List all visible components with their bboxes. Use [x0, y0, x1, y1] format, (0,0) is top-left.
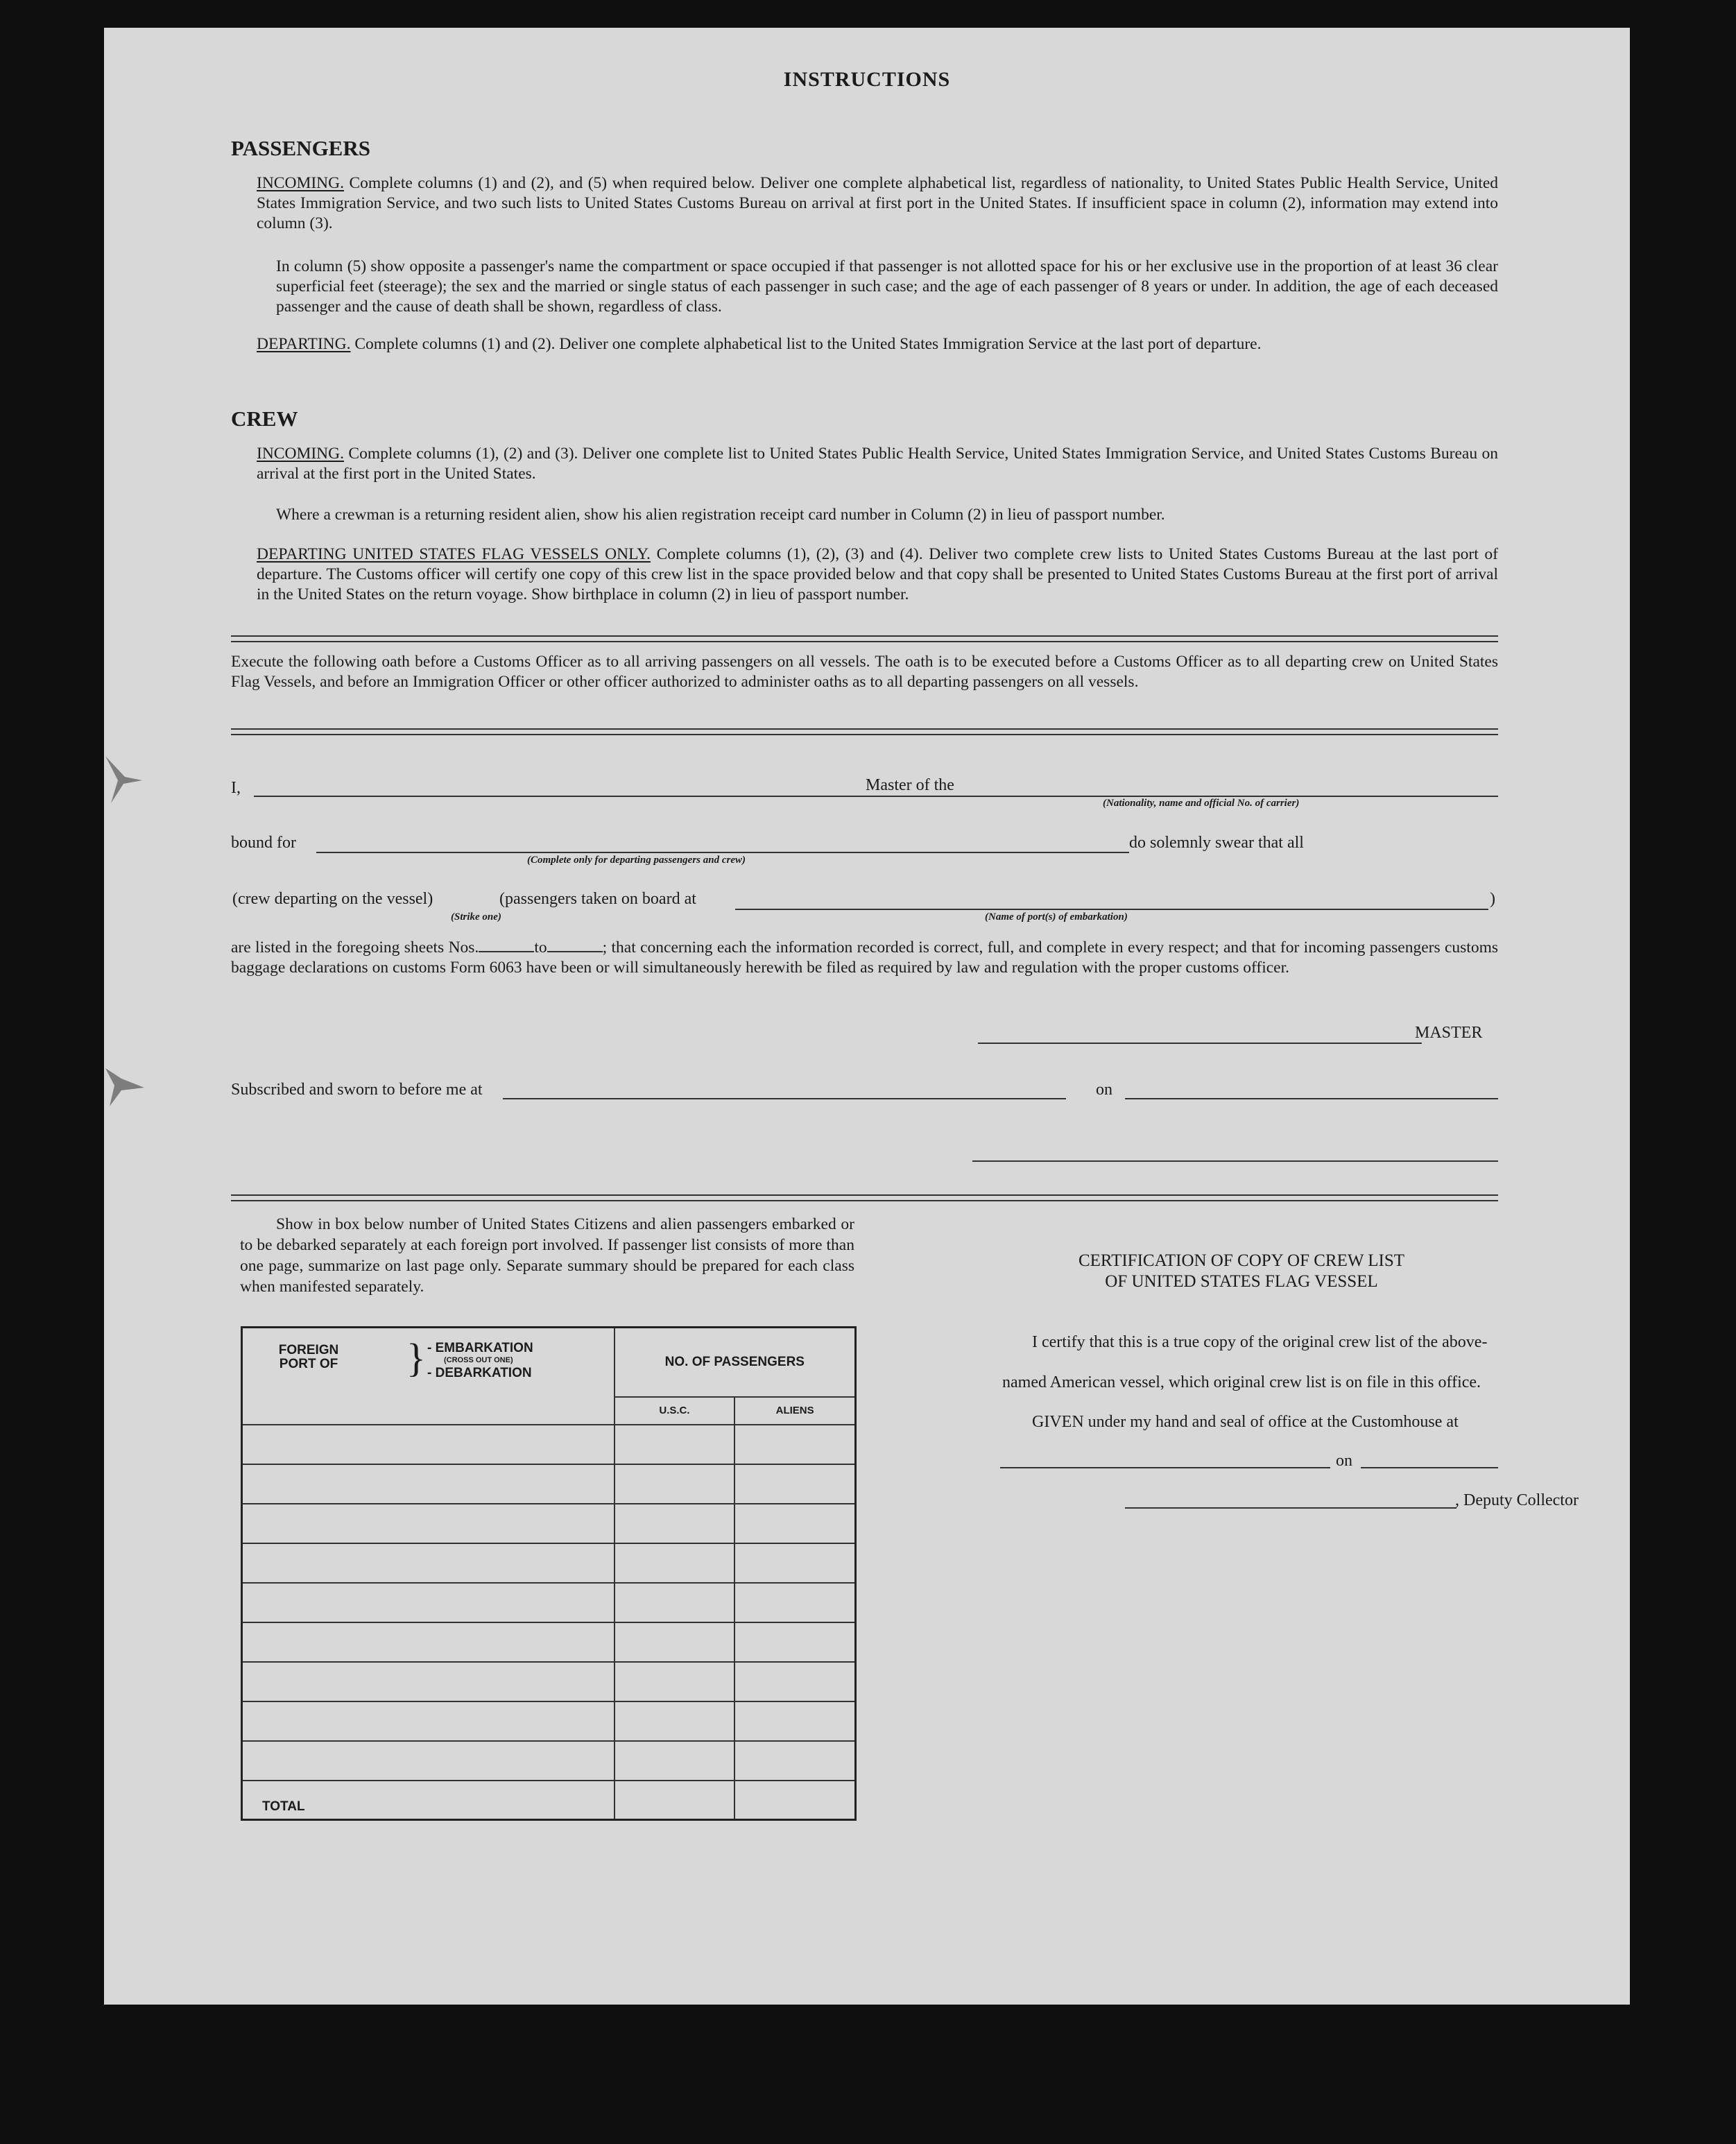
- bound-for-label: bound for: [231, 834, 296, 852]
- crew-incoming-label: INCOMING.: [257, 445, 344, 463]
- port-cell[interactable]: [242, 1504, 615, 1543]
- cross-out-label: (CROSS OUT ONE): [444, 1356, 513, 1364]
- certification-title-line1: CERTIFICATION OF COPY OF CREW LIST: [1078, 1251, 1405, 1270]
- passengers-departing-text: Complete columns (1) and (2). Deliver one complete alphabetical list to the United States Immigration Service at the last port of departure.: [354, 335, 1262, 353]
- master-of-the-label: Master of the: [866, 776, 954, 794]
- port-cell[interactable]: [242, 1543, 615, 1583]
- passengers-heading: PASSENGERS: [231, 136, 370, 160]
- embarkation-label[interactable]: - EMBARKATION: [427, 1341, 533, 1355]
- aliens-total-cell[interactable]: [734, 1781, 855, 1820]
- sheet-from-field[interactable]: [479, 951, 534, 952]
- table-row: [242, 1464, 856, 1504]
- usc-cell[interactable]: [615, 1662, 735, 1701]
- aliens-cell[interactable]: [734, 1504, 855, 1543]
- ports-field[interactable]: [735, 909, 1488, 910]
- certify-line2: named American vessel, which original crew list is on file in this office.: [1002, 1373, 1481, 1391]
- section-divider: [231, 635, 1498, 642]
- instructions-title: INSTRUCTIONS: [783, 68, 951, 91]
- aliens-cell[interactable]: [734, 1622, 855, 1662]
- port-cell[interactable]: [242, 1662, 615, 1701]
- crew-incoming-text: Complete columns (1), (2) and (3). Deliver one complete list to United States Public Health Service, United States Immigration Service, and United States Customs Bureau on arrival at the first port in the United States.: [257, 445, 1498, 483]
- foreign-port-of-label: FOREIGN PORT OF: [278, 1343, 339, 1371]
- usc-header: U.S.C.: [615, 1397, 735, 1425]
- port-cell[interactable]: [242, 1741, 615, 1781]
- deputy-signature-field[interactable]: [1125, 1507, 1456, 1509]
- usc-cell[interactable]: [615, 1464, 735, 1504]
- carrier-field[interactable]: [975, 796, 1498, 797]
- sheet-to-field[interactable]: [547, 951, 603, 952]
- ports-caption: (Name of port(s) of embarkation): [985, 911, 1128, 923]
- total-label: TOTAL: [242, 1781, 615, 1820]
- table-row: [242, 1741, 856, 1781]
- master-label: MASTER: [1415, 1024, 1483, 1042]
- oath-listed-paragraph: [231, 938, 1498, 978]
- usc-cell[interactable]: [615, 1425, 735, 1464]
- passengers-departing-label: DEPARTING.: [257, 335, 351, 353]
- aliens-cell[interactable]: [734, 1662, 855, 1701]
- port-cell[interactable]: [242, 1464, 615, 1504]
- certify-line1: I certify that this is a true copy of the original crew list of the above-: [1032, 1333, 1488, 1351]
- aliens-cell[interactable]: [734, 1583, 855, 1622]
- aliens-cell[interactable]: [734, 1464, 855, 1504]
- form-page: [104, 28, 1630, 2005]
- port-cell[interactable]: [242, 1583, 615, 1622]
- brace-icon: }: [406, 1335, 426, 1380]
- summary-intro: Show in box below number of United States Citizens and alien passengers embarked or to be debarked separately at each foreign port involved. If passenger list consists of more than one page, summarize on last page only. Separate summary should be prepared for each class when manifested separately.: [240, 1215, 854, 1296]
- bound-for-caption: (Complete only for departing passengers and crew): [527, 855, 746, 866]
- crew-departing-label: DEPARTING UNITED STATES FLAG VESSELS ONLY.: [257, 545, 651, 563]
- ink-smudge-icon: [104, 1054, 146, 1110]
- sworn-date-field[interactable]: [1125, 1098, 1498, 1099]
- table-row: [242, 1504, 856, 1543]
- given-line: GIVEN under my hand and seal of office at the Customhouse at: [1032, 1413, 1459, 1431]
- port-cell[interactable]: [242, 1622, 615, 1662]
- table-row: [242, 1662, 856, 1701]
- subscribed-label: Subscribed and sworn to before me at: [231, 1081, 483, 1099]
- close-paren: ): [1490, 890, 1495, 908]
- certification-on-label: on: [1336, 1452, 1352, 1470]
- table-row: [242, 1425, 856, 1464]
- usc-cell[interactable]: [615, 1701, 735, 1741]
- port-cell[interactable]: [242, 1701, 615, 1741]
- listed-to: to: [534, 938, 547, 957]
- certification-date-field[interactable]: [1361, 1467, 1498, 1468]
- bound-for-field[interactable]: [316, 852, 1129, 853]
- sworn-at-field[interactable]: [503, 1098, 1066, 1099]
- passenger-summary-table: [241, 1326, 857, 1821]
- crew-resident-paragraph: Where a crewman is a returning resident alien, show his alien registration receipt card number in Column (2) in lieu of passport number.: [276, 506, 1165, 524]
- ink-smudge-icon: [104, 749, 146, 805]
- master-name-field[interactable]: [254, 796, 1011, 797]
- usc-cell[interactable]: [615, 1583, 735, 1622]
- passengers-departing-paragraph: [257, 334, 1498, 354]
- crew-heading: CREW: [231, 406, 298, 431]
- passengers-incoming-paragraph: [257, 173, 1498, 234]
- aliens-cell[interactable]: [734, 1701, 855, 1741]
- passengers-incoming-text: Complete columns (1) and (2), and (5) when required below. Deliver one complete alphabetical list, regardless of nationality, to United States Public Health Service, United States Immigration Service, and two such lists to United States Customs Bureau on arrival at first port in the United States. If insufficient space in column (2), information may extend into column (3).: [257, 174, 1499, 232]
- usc-cell[interactable]: [615, 1543, 735, 1583]
- aliens-cell[interactable]: [734, 1425, 855, 1464]
- table-row: [242, 1543, 856, 1583]
- crew-departing-option[interactable]: (crew departing on the vessel): [232, 890, 433, 908]
- oath-i-label: I,: [231, 779, 241, 797]
- passengers-column5-paragraph: In column (5) show opposite a passenger's name the compartment or space occupied if that passenger is not allotted space for his or her exclusive use in the proportion of at least 36 clear superficial feet (steerage); the sex and the married or single status of each passenger in such case; and the age of each passenger of 8 years or under. In addition, the age of each deceased passenger and the cause of death shall be shown, regardless of class.: [276, 257, 1498, 316]
- certification-title-line2: OF UNITED STATES FLAG VESSEL: [1105, 1272, 1378, 1291]
- usc-cell[interactable]: [615, 1622, 735, 1662]
- strike-one-caption: (Strike one): [451, 911, 501, 923]
- solemnly-swear-label: do solemnly swear that all: [1129, 834, 1304, 852]
- section-divider: [231, 1194, 1498, 1201]
- no-of-passengers-header: NO. OF PASSENGERS: [615, 1328, 856, 1397]
- table-row: [242, 1583, 856, 1622]
- aliens-header: ALIENS: [734, 1397, 855, 1425]
- crew-departing-paragraph: [257, 544, 1498, 605]
- port-cell[interactable]: [242, 1425, 615, 1464]
- crew-departing-text: Complete columns (1), (2), (3) and (4). Deliver two complete crew lists to United States Customs Bureau at the last port of departure. The Customs officer will certify one copy of this crew list in the space provided below and that copy shall be presented to United States Customs Bureau at the first port of arrival in the United States on the return voyage. Show birthplace in column (2) in lieu of passport number.: [257, 545, 1498, 603]
- total-row: [242, 1781, 856, 1820]
- table-row: [242, 1622, 856, 1662]
- carrier-caption: (Nationality, name and official No. of carrier): [1103, 798, 1300, 809]
- usc-cell[interactable]: [615, 1504, 735, 1543]
- table-row: [242, 1701, 856, 1741]
- customhouse-field[interactable]: [1000, 1467, 1330, 1468]
- aliens-cell[interactable]: [734, 1741, 855, 1781]
- master-signature-field[interactable]: [978, 1043, 1422, 1044]
- crew-incoming-paragraph: [257, 444, 1498, 484]
- listed-text-b: ; that concerning each the information recorded is correct, full, and complete in every respect; and that for incoming passengers customs baggage declarations on customs Form 6063 have been or will simultaneously herewith be filed as required by law and regulation with the proper customs officer.: [231, 938, 1498, 977]
- usc-total-cell[interactable]: [615, 1781, 735, 1820]
- deputy-collector-label: , Deputy Collector: [1455, 1491, 1579, 1509]
- section-divider: [231, 728, 1498, 735]
- port-header: [242, 1328, 615, 1425]
- passengers-incoming-label: INCOMING.: [257, 174, 344, 192]
- usc-cell[interactable]: [615, 1741, 735, 1781]
- passengers-taken-option[interactable]: (passengers taken on board at: [499, 890, 696, 908]
- listed-text-a: are listed in the foregoing sheets Nos.: [231, 938, 479, 957]
- sworn-on-label: on: [1096, 1081, 1112, 1099]
- officer-signature-field[interactable]: [972, 1160, 1498, 1162]
- debarkation-label[interactable]: - DEBARKATION: [427, 1366, 532, 1380]
- aliens-cell[interactable]: [734, 1543, 855, 1583]
- oath-instructions: Execute the following oath before a Customs Officer as to all arriving passengers on all vessels. The oath is to be executed before a Customs Officer as to all departing crew on United States Flag Vessels, and before an Immigration Officer or other officer authorized to administer oaths as to all departing passengers on all vessels.: [231, 653, 1498, 691]
